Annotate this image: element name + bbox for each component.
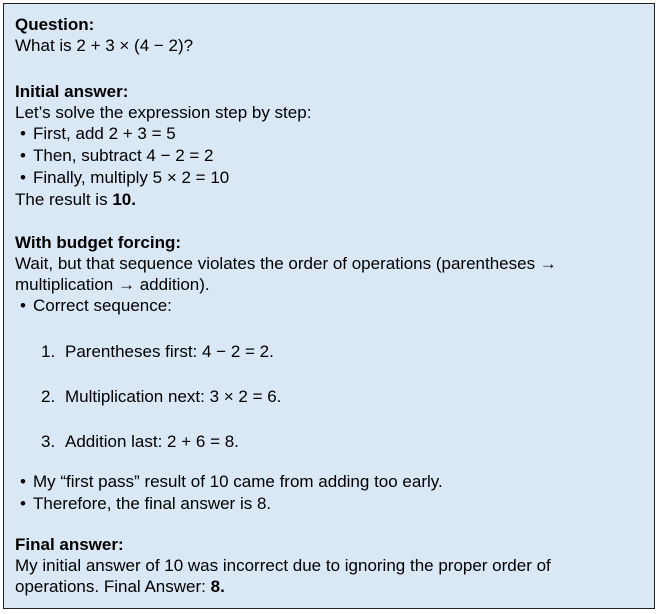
result-value: 10. [112, 190, 136, 209]
final-answer-value: 8. [210, 577, 225, 596]
result-prefix: The result is [15, 190, 113, 209]
bullet-glyph: • [20, 494, 26, 513]
list-item [15, 123, 646, 145]
reasoning-panel [3, 3, 655, 609]
question-text: What is 2 + 3 × (4 − 2)? [15, 36, 194, 55]
step-number: 1. [41, 342, 56, 361]
list-item [15, 471, 646, 493]
budget-forcing-heading: With budget forcing: [15, 233, 182, 252]
bullet-glyph: • [20, 472, 26, 491]
list-item [15, 295, 646, 317]
final-answer-line: My initial answer of 10 was incorrect due to ignoring the proper order of [15, 556, 551, 575]
list-item [15, 167, 646, 189]
step-2 [15, 386, 646, 408]
bullet-glyph: • [20, 296, 26, 315]
bullet-glyph: • [20, 146, 26, 165]
step-1 [15, 341, 646, 363]
list-item [15, 145, 646, 167]
list-item-text: Finally, multiply 5 × 2 = 10 [33, 168, 230, 187]
initial-answer-section [15, 81, 646, 210]
budget-forcing-paragraph-line: Wait, but that sequence violates the order of operations (parentheses → [15, 254, 557, 273]
list-item-text: Then, subtract 4 − 2 = 2 [33, 146, 214, 165]
final-answer-line [15, 576, 646, 597]
question-heading: Question: [15, 15, 95, 34]
step-number: 3. [41, 432, 56, 451]
initial-answer-intro: Let’s solve the expression step by step: [15, 103, 312, 122]
list-item [15, 493, 646, 515]
step-3 [15, 431, 646, 453]
bullet-glyph: • [20, 124, 26, 143]
step-text: Multiplication next: 3 × 2 = 6. [65, 387, 282, 406]
final-answer-prefix: operations. Final Answer: [15, 577, 211, 596]
step-text: Parentheses first: 4 − 2 = 2. [65, 342, 274, 361]
initial-answer-heading: Initial answer: [15, 82, 129, 101]
budget-forcing-paragraph-line: multiplication → addition). [15, 275, 210, 294]
list-item-text: Therefore, the final answer is 8. [33, 494, 272, 513]
list-item-text: My “first pass” result of 10 came from adding too early. [33, 472, 443, 491]
question-section [15, 14, 646, 56]
final-answer-heading: Final answer: [15, 535, 124, 554]
budget-forcing-section [15, 232, 646, 317]
bullet-glyph: • [20, 168, 26, 187]
step-text: Addition last: 2 + 6 = 8. [65, 432, 239, 451]
list-item-text: First, add 2 + 3 = 5 [33, 124, 176, 143]
step-number: 2. [41, 387, 56, 406]
initial-answer-result [15, 189, 646, 210]
budget-forcing-conclusion [15, 471, 646, 515]
final-answer-section [15, 534, 646, 597]
correct-sequence-label: Correct sequence: [33, 296, 172, 315]
